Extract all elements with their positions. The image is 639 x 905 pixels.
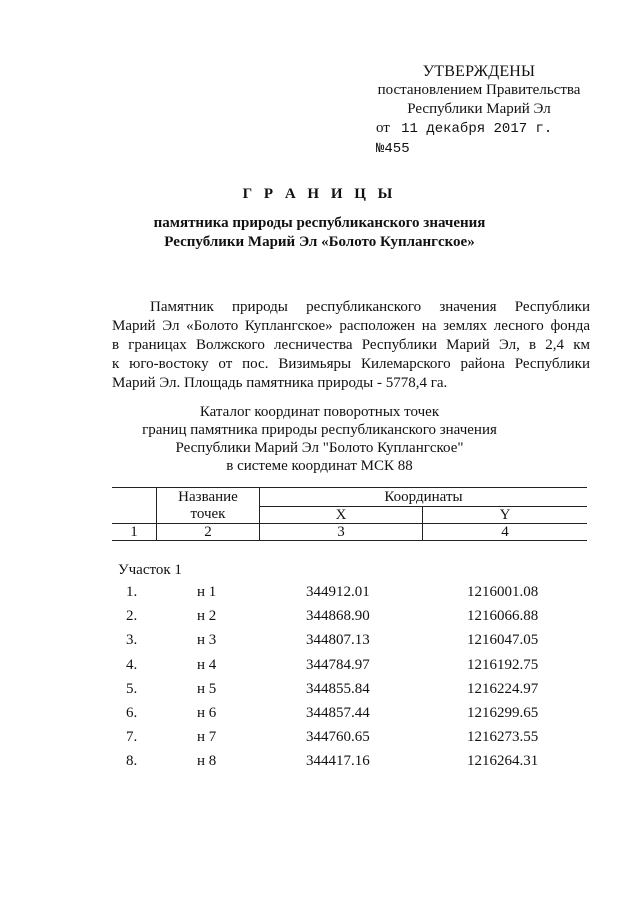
coord-y: 1216264.31 xyxy=(467,753,539,770)
header-name-line-2: точек xyxy=(190,505,226,522)
paragraph-line-4: к юго-востоку от пос. Визимьяры Килемарского района Республики xyxy=(112,356,590,372)
catalog-line-4: в системе координат МСК 88 xyxy=(226,458,413,474)
row-number: 6. xyxy=(126,704,138,721)
point-name: н 3 xyxy=(197,632,217,649)
point-name: н 7 xyxy=(197,729,217,746)
row-number: 1. xyxy=(126,584,138,600)
coord-x: 344857.44 xyxy=(306,704,370,721)
approval-date-line xyxy=(376,119,584,159)
coord-x: 344868.90 xyxy=(306,608,370,625)
description-paragraph xyxy=(112,298,590,393)
row-number: 8. xyxy=(126,753,138,770)
header-coordinates: Координаты xyxy=(260,488,588,507)
header-col-num-1: 1 xyxy=(112,524,157,541)
coord-y: 1216047.05 xyxy=(467,632,539,649)
header-name-line-1: Название xyxy=(178,488,238,505)
coord-x: 344912.01 xyxy=(306,584,370,600)
row-number: 3. xyxy=(126,632,138,649)
table-row xyxy=(112,705,587,729)
coord-x: 344807.13 xyxy=(306,632,370,649)
table-row xyxy=(112,632,587,656)
header-col-num-4: 4 xyxy=(423,524,588,541)
subtitle-line-2: Республики Марий Эл «Болото Куплангское» xyxy=(164,234,475,250)
approved-republic-line: Республики Марий Эл xyxy=(407,101,551,117)
catalog-line-1: Каталог координат поворотных точек xyxy=(199,404,440,420)
coordinates-rows xyxy=(112,584,587,778)
paragraph-line-3: в границах Волжского лесничества Республики Марий Эл, в 2,4 км xyxy=(112,337,590,353)
document-subtitle xyxy=(0,214,639,252)
row-number: 7. xyxy=(126,729,138,746)
approval-date: 11 декабря 2017 г. №455 xyxy=(376,121,553,157)
table-row xyxy=(112,681,587,705)
row-number: 5. xyxy=(126,680,138,697)
coord-x: 344760.65 xyxy=(306,729,370,746)
coord-x: 344855.84 xyxy=(306,680,370,697)
subtitle-line-1: памятника природы республиканского значения xyxy=(153,215,486,231)
paragraph-line-2: Марий Эл «Болото Куплангское» расположен на землях лесного фонда xyxy=(112,318,590,334)
catalog-heading xyxy=(0,403,639,475)
coord-x: 344417.16 xyxy=(306,753,370,770)
header-point-name xyxy=(157,488,260,524)
approval-block xyxy=(374,62,584,159)
document-title: Г Р А Н И Ц Ы xyxy=(242,186,397,202)
section-label: Участок 1 xyxy=(118,562,182,578)
row-number: 2. xyxy=(126,608,138,625)
coord-y: 1216273.55 xyxy=(467,729,539,746)
header-col-num-2: 2 xyxy=(157,524,260,541)
table-row xyxy=(112,657,587,681)
header-blank-cell xyxy=(112,488,157,524)
table-row xyxy=(112,584,587,608)
header-col-num-3: 3 xyxy=(260,524,423,541)
approved-by-line: постановлением Правительства xyxy=(377,82,581,98)
paragraph-line-1: Памятник природы республиканского значения Республики xyxy=(150,299,590,315)
coord-y: 1216299.65 xyxy=(467,704,539,721)
point-name: н 4 xyxy=(197,656,217,673)
coord-y: 1216224.97 xyxy=(467,680,539,697)
coord-y: 1216001.08 xyxy=(467,584,539,600)
table-row xyxy=(112,729,587,753)
header-y: Y xyxy=(423,507,588,524)
catalog-line-2: границ памятника природы республиканского значения xyxy=(142,422,497,438)
coord-y: 1216192.75 xyxy=(467,656,539,673)
point-name: н 1 xyxy=(197,584,217,600)
approved-heading: УТВЕРЖДЕНЫ xyxy=(422,63,536,80)
coord-x: 344784.97 xyxy=(306,656,370,673)
coordinates-table-header xyxy=(112,487,587,541)
header-x: X xyxy=(260,507,423,524)
paragraph-line-5: Марий Эл. Площадь памятника природы - 5778,4 га. xyxy=(112,375,448,391)
catalog-line-3: Республики Марий Эл "Болото Куплангское" xyxy=(175,440,464,456)
point-name: н 5 xyxy=(197,680,217,697)
table-row xyxy=(112,608,587,632)
point-name: н 8 xyxy=(197,753,217,770)
table-row xyxy=(112,753,587,777)
point-name: н 6 xyxy=(197,704,217,721)
point-name: н 2 xyxy=(197,608,217,625)
date-prefix: от xyxy=(376,120,390,136)
row-number: 4. xyxy=(126,656,138,673)
coord-y: 1216066.88 xyxy=(467,608,539,625)
